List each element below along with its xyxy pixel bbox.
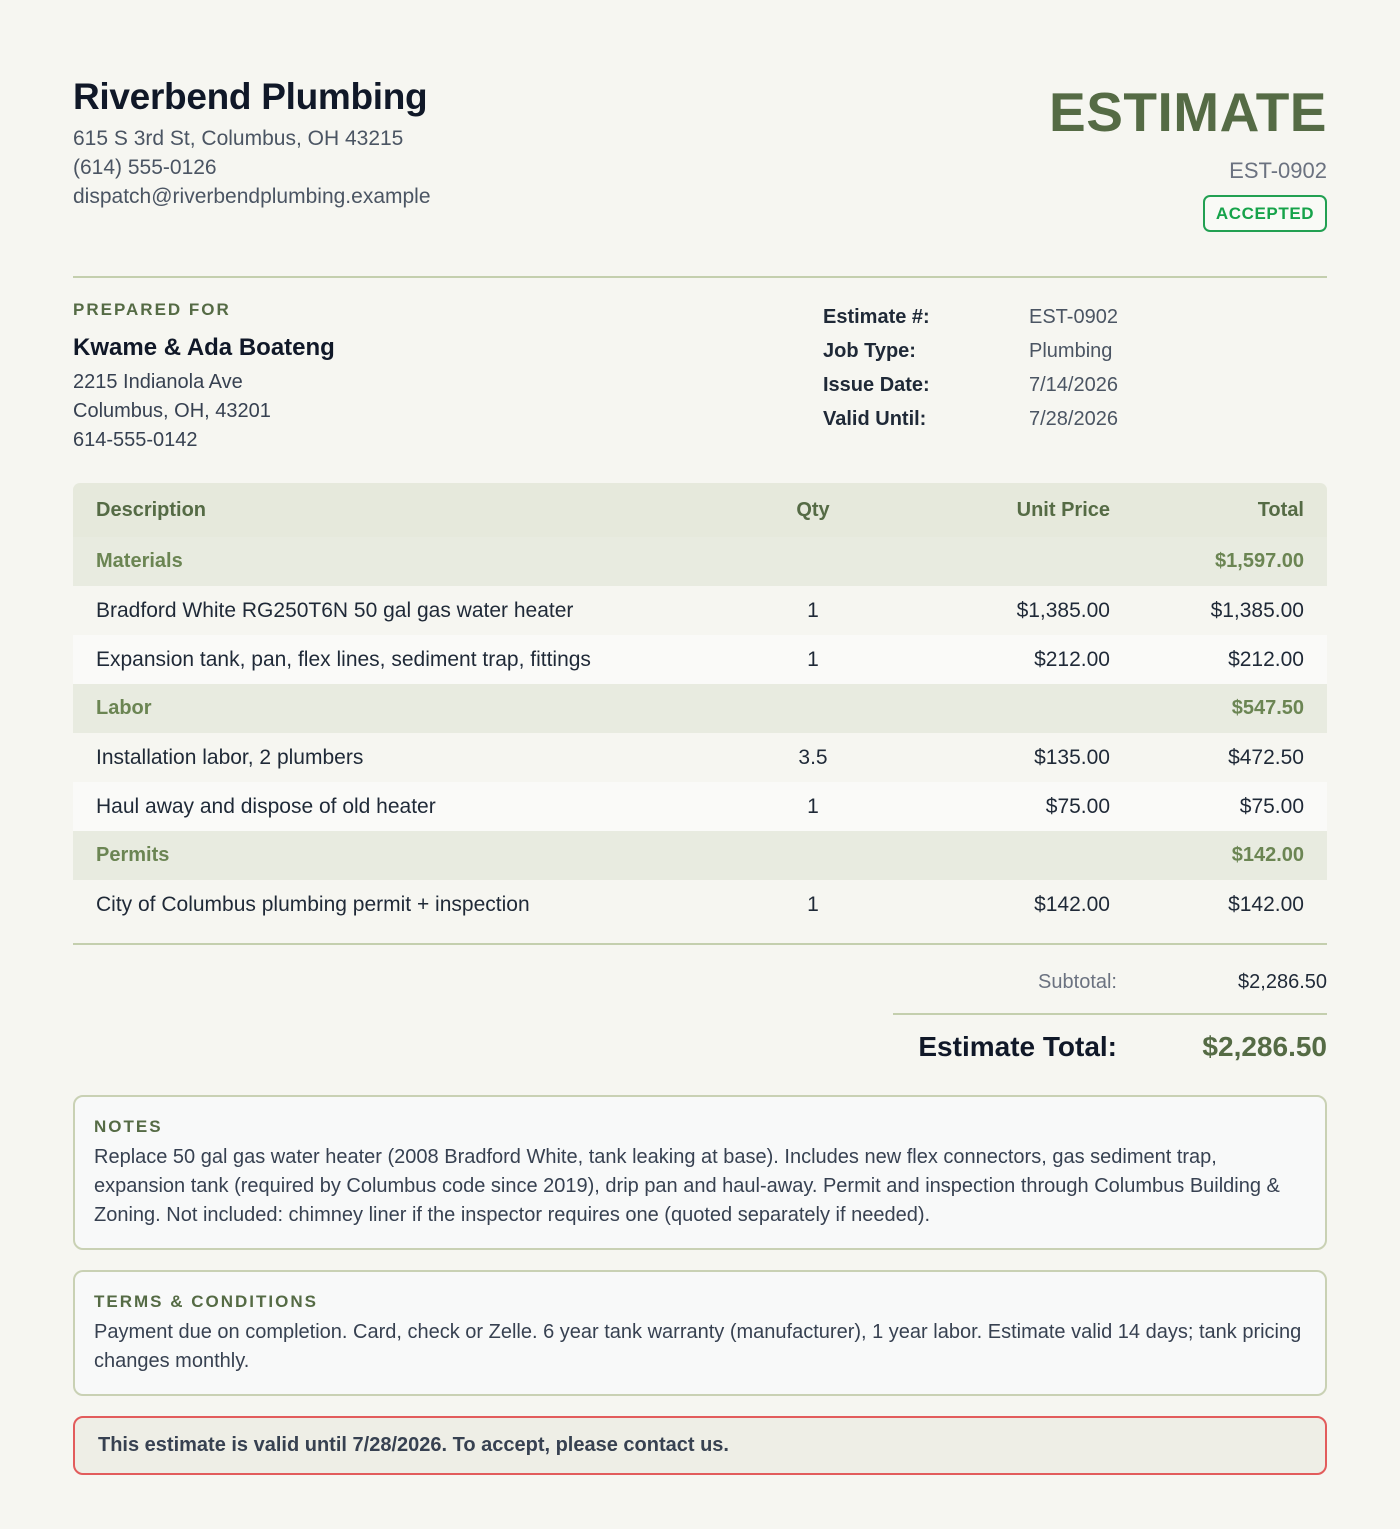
table-row bbox=[73, 782, 1327, 831]
line-items-table bbox=[73, 483, 1327, 929]
category-total: $547.50 bbox=[1133, 684, 1327, 733]
meta-value: 7/28/2026 bbox=[1029, 407, 1118, 430]
company-email: dispatch@riverbendplumbing.example bbox=[73, 185, 431, 208]
item-description: Haul away and dispose of old heater bbox=[73, 782, 733, 831]
category-name: Permits bbox=[73, 831, 733, 880]
category-name: Materials bbox=[73, 537, 733, 586]
notes-box bbox=[73, 1095, 1327, 1250]
document-header bbox=[73, 0, 1327, 278]
meta-row-job-type bbox=[823, 334, 1118, 368]
totals-divider bbox=[893, 1013, 1327, 1015]
line-items-section bbox=[73, 483, 1327, 945]
table-row bbox=[73, 880, 1327, 929]
item-qty: 1 bbox=[733, 586, 893, 635]
item-total: $1,385.00 bbox=[1133, 586, 1327, 635]
meta-row-valid-until bbox=[823, 402, 1118, 436]
header-description: Description bbox=[73, 483, 733, 537]
category-total: $1,597.00 bbox=[1133, 537, 1327, 586]
meta-row-issue-date bbox=[823, 368, 1118, 402]
header-qty: Qty bbox=[733, 483, 893, 537]
category-row-materials bbox=[73, 537, 1327, 586]
info-section bbox=[73, 278, 1327, 483]
category-row-permits bbox=[73, 831, 1327, 880]
document-title: ESTIMATE bbox=[1049, 81, 1327, 143]
item-total: $75.00 bbox=[1133, 782, 1327, 831]
item-unit-price: $212.00 bbox=[893, 635, 1133, 684]
subtotal-label: Subtotal: bbox=[1038, 971, 1117, 993]
estimate-total-label: Estimate Total: bbox=[918, 1031, 1117, 1062]
notes-text: Replace 50 gal gas water heater (2008 Bradford White, tank leaking at base). Includes new flex connectors, gas sediment trap, expansion tank (required by Columbus code since 2019), drip pan and haul-away. Permit and inspection through Columbus Building & Zoning. Not included: chimney liner if the inspector requires one (quoted separately if needed). bbox=[94, 1146, 1280, 1226]
status-badge: ACCEPTED bbox=[1203, 195, 1327, 232]
company-name: Riverbend Plumbing bbox=[73, 76, 428, 117]
company-address: 615 S 3rd St, Columbus, OH 43215 bbox=[73, 127, 404, 150]
terms-text: Payment due on completion. Card, check or Zelle. 6 year tank warranty (manufacturer), 1 year labor. Estimate valid 14 days; tank pricing changes monthly. bbox=[94, 1321, 1302, 1372]
meta-label: Valid Until: bbox=[823, 407, 927, 430]
item-qty: 3.5 bbox=[733, 733, 893, 782]
meta-row-estimate-number bbox=[823, 300, 1118, 334]
item-description: Installation labor, 2 plumbers bbox=[73, 733, 733, 782]
item-qty: 1 bbox=[733, 782, 893, 831]
prepared-for-label: PREPARED FOR bbox=[73, 300, 231, 319]
company-phone: (614) 555-0126 bbox=[73, 156, 217, 179]
meta-value: Plumbing bbox=[1029, 339, 1113, 362]
notes-title: NOTES bbox=[94, 1117, 163, 1136]
meta-label: Issue Date: bbox=[823, 373, 930, 396]
item-total: $212.00 bbox=[1133, 635, 1327, 684]
header-unit-price: Unit Price bbox=[893, 483, 1133, 537]
estimate-meta bbox=[823, 300, 1118, 436]
category-name: Labor bbox=[73, 684, 733, 733]
table-row bbox=[73, 586, 1327, 635]
validity-notice bbox=[73, 1416, 1327, 1475]
item-unit-price: $142.00 bbox=[893, 880, 1133, 929]
item-qty: 1 bbox=[733, 635, 893, 684]
table-row bbox=[73, 635, 1327, 684]
item-description: Expansion tank, pan, flex lines, sediment trap, fittings bbox=[73, 635, 733, 684]
item-unit-price: $1,385.00 bbox=[893, 586, 1133, 635]
item-qty: 1 bbox=[733, 880, 893, 929]
meta-value: EST-0902 bbox=[1029, 305, 1118, 328]
item-description: Bradford White RG250T6N 50 gal gas water heater bbox=[73, 586, 733, 635]
meta-label: Job Type: bbox=[823, 339, 916, 362]
header-total: Total bbox=[1133, 483, 1327, 537]
category-row-labor bbox=[73, 684, 1327, 733]
category-total: $142.00 bbox=[1133, 831, 1327, 880]
terms-title: TERMS & CONDITIONS bbox=[94, 1292, 318, 1311]
item-total: $472.50 bbox=[1133, 733, 1327, 782]
estimate-total-value: $2,286.50 bbox=[1202, 1031, 1327, 1062]
item-unit-price: $135.00 bbox=[893, 733, 1133, 782]
table-header-row bbox=[73, 483, 1327, 537]
item-total: $142.00 bbox=[1133, 880, 1327, 929]
subtotal-value: $2,286.50 bbox=[1238, 971, 1327, 993]
meta-value: 7/14/2026 bbox=[1029, 373, 1118, 396]
client-phone: 614-555-0142 bbox=[73, 429, 198, 451]
item-description: City of Columbus plumbing permit + inspection bbox=[73, 880, 733, 929]
totals-section bbox=[73, 945, 1327, 1095]
table-row bbox=[73, 733, 1327, 782]
client-address-line2: Columbus, OH, 43201 bbox=[73, 400, 271, 422]
meta-label: Estimate #: bbox=[823, 305, 930, 328]
terms-box bbox=[73, 1270, 1327, 1396]
validity-notice-text: This estimate is valid until 7/28/2026. To accept, please contact us. bbox=[98, 1434, 729, 1456]
client-address-line1: 2215 Indianola Ave bbox=[73, 371, 243, 393]
item-unit-price: $75.00 bbox=[893, 782, 1133, 831]
document-number: EST-0902 bbox=[1229, 158, 1327, 183]
client-name: Kwame & Ada Boateng bbox=[73, 334, 335, 361]
